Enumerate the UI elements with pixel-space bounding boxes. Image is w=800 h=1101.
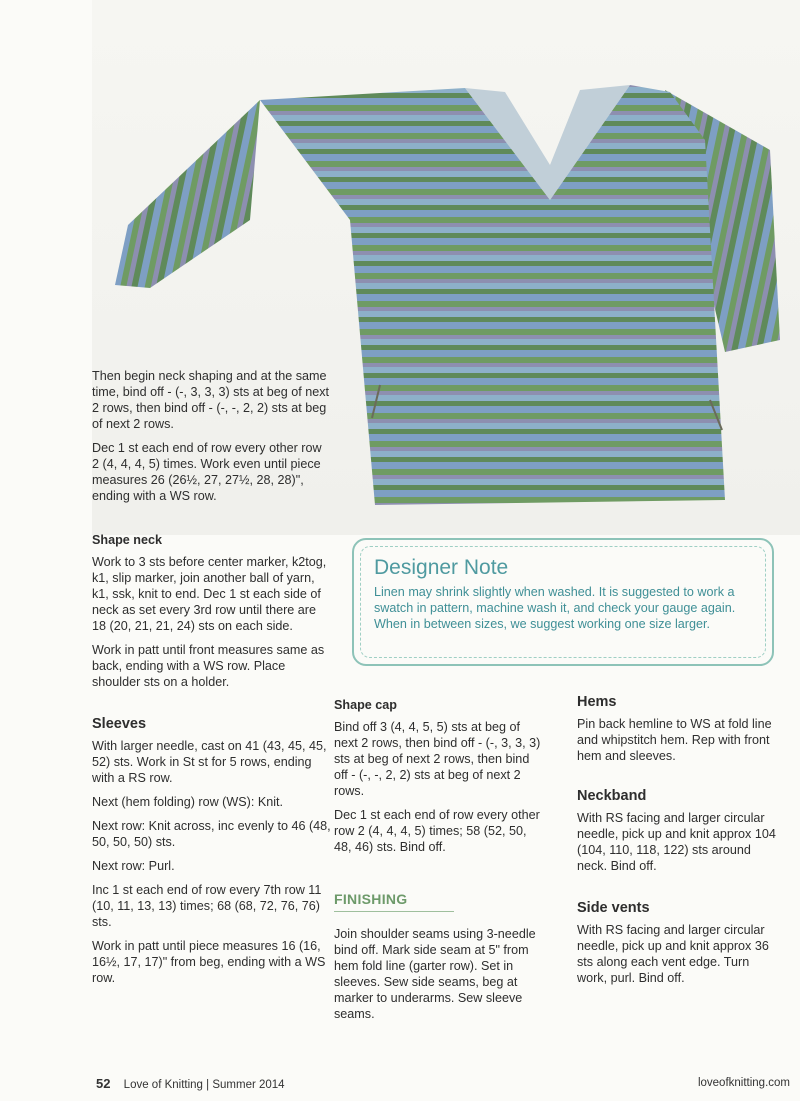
sleeves-paragraph-1: With larger needle, cast on 41 (43, 45, 45, 52) sts. Work in St st for 5 rows, ending with a RS row. bbox=[92, 739, 327, 785]
designer-note-title: Designer Note bbox=[374, 556, 509, 579]
side-vents-heading: Side vents bbox=[577, 900, 650, 916]
page-number: 52 bbox=[96, 1076, 111, 1091]
shape-cap-paragraph-2: Dec 1 st each end of row every other row 2 (4, 4, 4, 5) times; 58 (52, 50, 48, 46) sts. Bind off. bbox=[334, 808, 540, 854]
sleeves-paragraph-5: Inc 1 st each end of row every 7th row 11 (10, 11, 13, 13) times; 68 (68, 72, 76, 76) sts. bbox=[92, 883, 322, 929]
middle-column bbox=[334, 697, 544, 1030]
shape-neck-paragraph-1: Work to 3 sts before center marker, k2tog, k1, slip marker, join another ball of yarn, k1, ssk, knit to end. Dec 1 st each side of neck as set every 3rd row until there are 18 (20, 21, 21, 24) sts on each side. bbox=[92, 555, 327, 633]
sleeves-heading: Sleeves bbox=[92, 716, 147, 732]
shape-neck-paragraph-2: Work in patt until front measures same as back, ending with a WS row. Place shoulder sts on a holder. bbox=[92, 643, 325, 689]
finishing-rule bbox=[334, 911, 454, 912]
side-vents-paragraph-1: With RS facing and larger circular needle, pick up and knit approx 36 sts along each vent edge. Turn work, purl. Bind off. bbox=[577, 923, 769, 985]
sleeves-paragraph-3: Next row: Knit across, inc evenly to 46 (48, 50, 50, 50) sts. bbox=[92, 819, 331, 849]
right-column bbox=[577, 694, 777, 994]
intro-paragraph-1: Then begin neck shaping and at the same time, bind off - (-, 3, 3, 3) sts at beg of next 2 rows, then bind off - (-, -, 2, 2) sts at beg of next 2 rows. bbox=[92, 369, 330, 431]
footer-left bbox=[96, 1076, 285, 1091]
sleeves-paragraph-6: Work in patt until piece measures 16 (16, 16½, 17, 17)" from beg, ending with a WS row. bbox=[92, 939, 326, 985]
neckband-heading: Neckband bbox=[577, 788, 647, 804]
shape-neck-heading: Shape neck bbox=[92, 533, 162, 547]
neckband-paragraph-1: With RS facing and larger circular needle, pick up and knit approx 104 (104, 110, 118, 122) sts around neck. Bind off. bbox=[577, 811, 776, 873]
issue-name: Summer 2014 bbox=[212, 1079, 285, 1091]
shape-cap-heading: Shape cap bbox=[334, 698, 397, 712]
designer-note-box bbox=[352, 538, 774, 666]
magazine-name: Love of Knitting bbox=[123, 1079, 203, 1091]
left-column bbox=[92, 368, 332, 994]
intro-paragraph-2: Dec 1 st each end of row every other row 2 (4, 4, 4, 5) times. Work even until piece measures 26 (26½, 27, 27½, 28, 28)", ending with a WS row. bbox=[92, 441, 322, 503]
hems-paragraph-1: Pin back hemline to WS at fold line and whipstitch hem. Rep with front hem and sleeves. bbox=[577, 717, 772, 763]
sleeves-paragraph-4: Next row: Purl. bbox=[92, 859, 175, 873]
shape-cap-paragraph-1: Bind off 3 (4, 4, 5, 5) sts at beg of next 2 rows, then bind off - (-, 3, 3, 3) sts at beg of next 2 rows, then bind off - (-, -, 2, 2) sts at beg of next 2 rows. bbox=[334, 720, 541, 798]
footer-separator: | bbox=[206, 1079, 213, 1091]
hems-heading: Hems bbox=[577, 694, 617, 710]
designer-note-text: Linen may shrink slightly when washed. It is suggested to work a swatch in pattern, machine wash it, and check your gauge again. When in between sizes, we suggest working one size larger. bbox=[374, 585, 736, 631]
finishing-heading: FINISHING bbox=[334, 891, 408, 907]
finishing-paragraph-1: Join shoulder seams using 3-needle bind off. Mark side seam at 5" from hem fold line (garter row). Set in sleeves. Sew side seams, beg at marker to underarms. Sew sleeve seams. bbox=[334, 927, 536, 1021]
website-link[interactable]: loveofknitting.com bbox=[697, 1077, 790, 1089]
sleeves-paragraph-2: Next (hem folding) row (WS): Knit. bbox=[92, 795, 284, 809]
